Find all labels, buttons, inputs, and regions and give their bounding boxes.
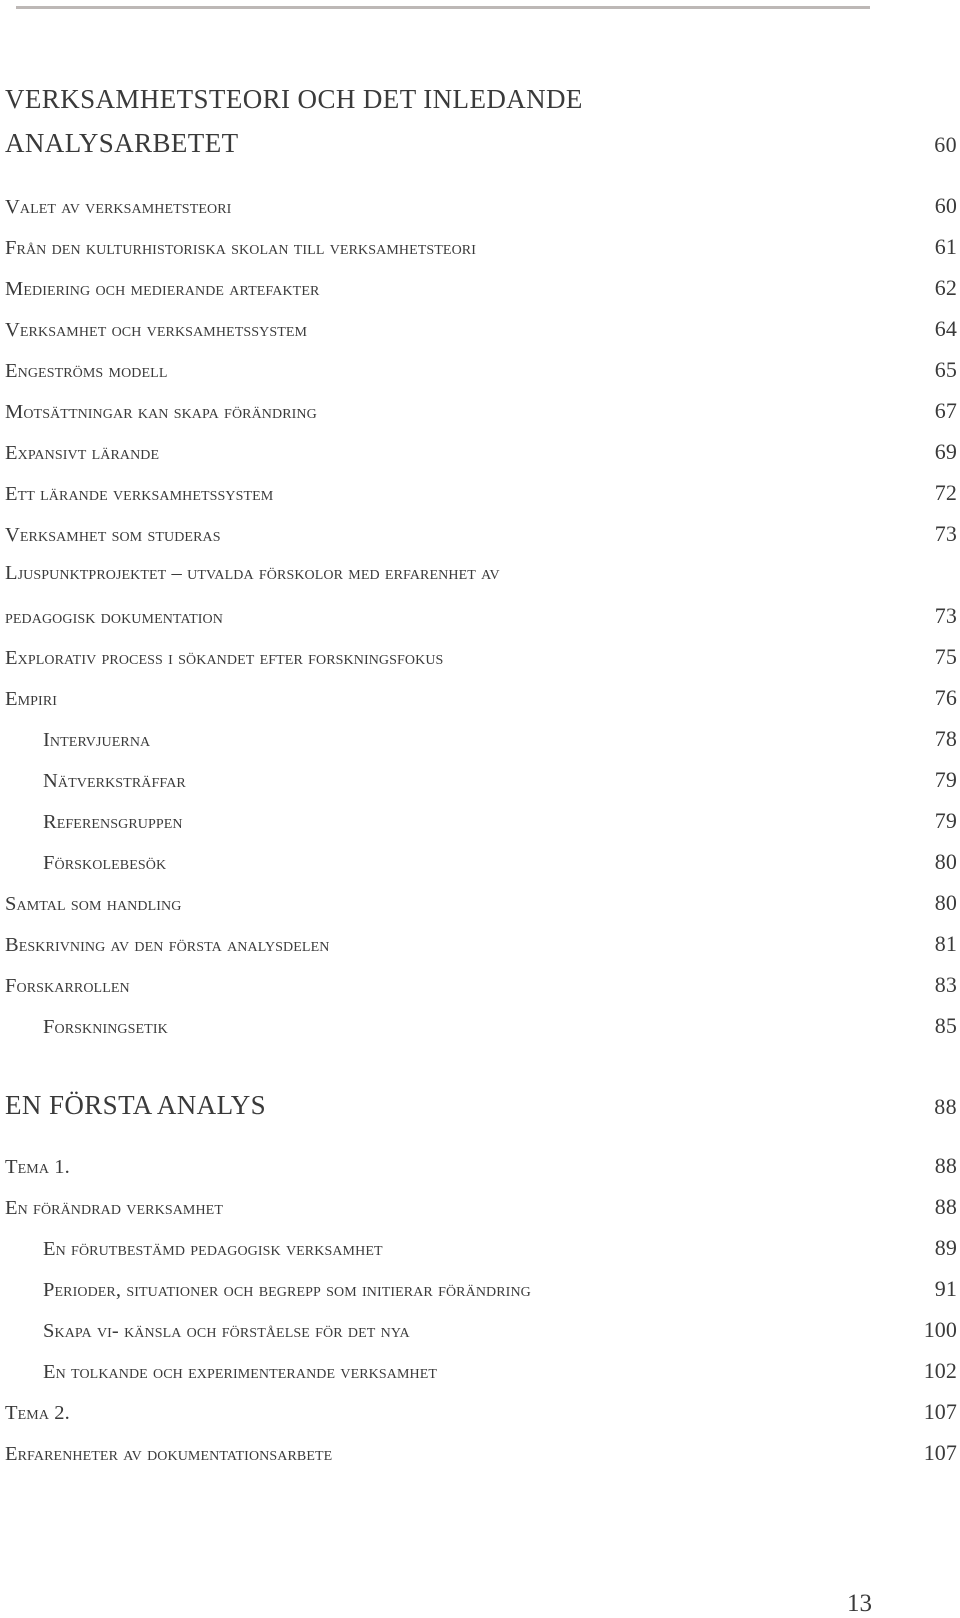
toc-entry-title: Engeströms modell [5, 360, 168, 382]
toc-entry [5, 193, 957, 219]
toc-subentry [43, 808, 957, 834]
toc-entry-title: En tolkande och experimenterande verksamhet [43, 1361, 438, 1383]
toc-entry-title: Empiri [5, 688, 58, 710]
toc-entry [5, 931, 957, 957]
toc-entry-title: Mediering och medierande artefakter [5, 278, 320, 300]
toc-entry-title: Beskrivning av den första analysdelen [5, 934, 330, 956]
toc-entry-page: 79 [934, 808, 957, 833]
toc-entry-page: 88 [934, 1153, 957, 1178]
toc-entry-title: Skapa vi- känsla och förståelse för det nya [43, 1320, 410, 1342]
toc-entry-title: Valet av verksamhetsteori [5, 196, 232, 218]
toc-entry-title: Perioder, situationer och begrepp som initierar förändring [43, 1279, 531, 1301]
toc-entry-page: 79 [934, 767, 957, 792]
toc-entry-page: 72 [934, 480, 957, 505]
section-heading-page: 60 [934, 132, 957, 157]
section-heading-page: 88 [934, 1094, 957, 1119]
toc-entry-title: Intervjuerna [43, 729, 151, 751]
toc-subentry [43, 1013, 957, 1039]
toc-entry [5, 316, 957, 342]
top-rule [16, 6, 870, 9]
toc-entry-page: 65 [934, 357, 957, 382]
toc-entry-page: 85 [934, 1013, 957, 1038]
toc-entry-page: 64 [934, 316, 957, 341]
toc-entry-title: Tema 2. [5, 1402, 70, 1424]
toc-entry [5, 275, 957, 301]
toc-entry-page: 81 [934, 931, 957, 956]
toc-entry-page: 75 [934, 644, 957, 669]
toc-subentry [43, 1235, 957, 1261]
toc-entry-title: Verksamhet och verksamhetssystem [5, 319, 308, 341]
toc-entry-page: 80 [934, 849, 957, 874]
toc-entry [5, 1399, 957, 1425]
toc-entry [5, 1153, 957, 1179]
toc-entry-page: 60 [934, 193, 957, 218]
toc-subentry [43, 849, 957, 875]
toc-entry [5, 1194, 957, 1220]
toc-subentry [43, 1358, 957, 1384]
toc-entry-page: 91 [934, 1276, 957, 1301]
section-heading-title: VERKSAMHETSTEORI OCH DET INLEDANDE [5, 84, 583, 114]
toc-entry-title: Tema 1. [5, 1156, 70, 1178]
toc-entry-title: Explorativ process i sökandet efter forskningsfokus [5, 647, 444, 669]
toc-entry [5, 1440, 957, 1466]
toc-subentry [43, 1276, 957, 1302]
toc-entry-title: Ljuspunktprojektet – utvalda förskolor med erfarenhet av [5, 562, 500, 584]
toc-entry-title: Verksamhet som studeras [5, 524, 221, 546]
toc-entry [5, 603, 957, 629]
toc-entry [5, 398, 957, 424]
toc-entry [5, 521, 957, 547]
toc-entry [5, 644, 957, 670]
toc-entry [5, 685, 957, 711]
toc-entry-title: Från den kulturhistoriska skolan till verksamhetsteori [5, 237, 476, 259]
toc-entry-page: 73 [934, 603, 957, 628]
toc-entry-title: En förutbestämd pedagogisk verksamhet [43, 1238, 383, 1260]
toc-entry-title: Samtal som handling [5, 893, 182, 915]
toc-entry-title: Expansivt lärande [5, 442, 160, 464]
toc-entry-page: 73 [934, 521, 957, 546]
section-heading [5, 1090, 957, 1121]
toc-entry [5, 890, 957, 916]
toc-entry-title: Motsättningar kan skapa förändring [5, 401, 317, 423]
toc-entry-page: 107 [923, 1440, 957, 1465]
toc-entry-title: pedagogisk dokumentation [5, 606, 223, 628]
section-heading-line-1 [5, 84, 957, 115]
toc-subentry [43, 726, 957, 752]
toc-entry-page: 100 [923, 1317, 957, 1342]
section-heading-title: ANALYSARBETET [5, 128, 239, 158]
toc-entry-page: 76 [934, 685, 957, 710]
toc-entry-page: 83 [934, 972, 957, 997]
page-number: 13 [847, 1590, 872, 1617]
toc-entry-page: 107 [923, 1399, 957, 1424]
toc-entry [5, 480, 957, 506]
toc-entry-page: 69 [934, 439, 957, 464]
toc-entry [5, 234, 957, 260]
toc-subentry [43, 767, 957, 793]
toc-entry [5, 972, 957, 998]
toc-entry-title: En förändrad verksamhet [5, 1197, 223, 1219]
toc-entry-page: 88 [934, 1194, 957, 1219]
toc-entry [5, 562, 957, 585]
toc-entry-title: Ett lärande verksamhetssystem [5, 483, 274, 505]
toc-entry-page: 80 [934, 890, 957, 915]
toc-entry-page: 62 [934, 275, 957, 300]
toc-entry-title: Referensgruppen [43, 811, 183, 833]
toc-entry-title: Erfarenheter av dokumentationsarbete [5, 1443, 333, 1465]
toc-entry-title: Nätverksträffar [43, 770, 186, 792]
toc-entry [5, 439, 957, 465]
toc-entry-page: 61 [934, 234, 957, 259]
section-heading-line-2 [5, 128, 957, 159]
toc-entry-page: 78 [934, 726, 957, 751]
toc-entry-page: 102 [923, 1358, 957, 1383]
toc-entry-page: 67 [934, 398, 957, 423]
toc-entry-page: 89 [934, 1235, 957, 1260]
toc-entry [5, 357, 957, 383]
section-heading-title: EN FÖRSTA ANALYS [5, 1090, 267, 1120]
toc-entry-title: Forskarrollen [5, 975, 130, 997]
toc-entry-title: Förskolebesök [43, 852, 167, 874]
toc-entry-title: Forskningsetik [43, 1016, 168, 1038]
toc-subentry [43, 1317, 957, 1343]
